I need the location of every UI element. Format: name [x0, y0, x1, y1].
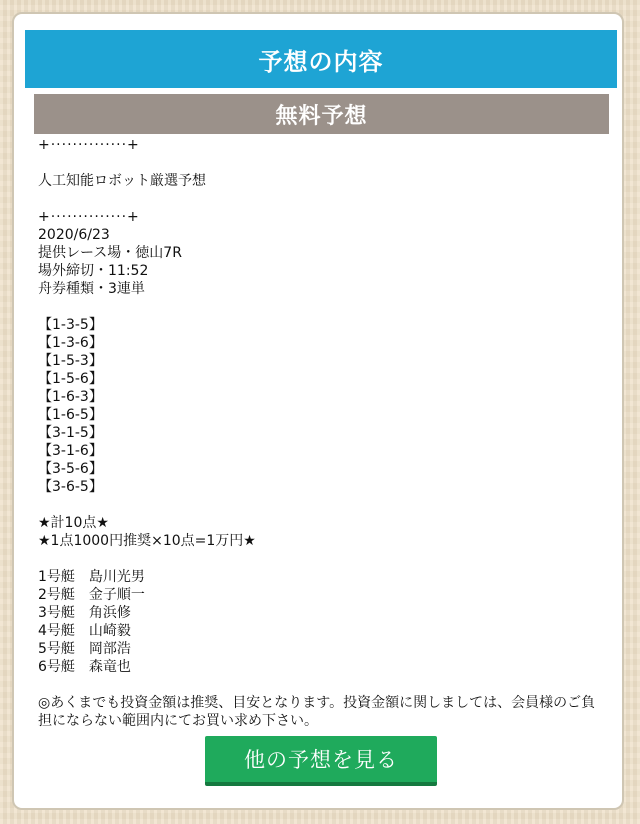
page-title: 予想の内容 [25, 30, 617, 88]
combination-item: 【1-6-5】 [38, 407, 103, 423]
spacer [38, 550, 606, 568]
boat-entry: 3号艇 角浜修 [38, 605, 131, 621]
section-title: 無料予想 [34, 94, 609, 134]
view-other-predictions-button[interactable]: 他の予想を見る [205, 736, 437, 786]
prediction-headline: 人工知能ロボット厳選予想 [38, 173, 206, 189]
investment-notice: ◎あくまでも投資金額は推奨、目安となります。投資金額に関しましては、会員様のご負担にならない範囲内にてお買い求め下さい。 [38, 695, 596, 729]
divider-top: +··············+ [38, 137, 140, 153]
divider-bottom: +··············+ [38, 209, 140, 225]
combination-item: 【3-1-6】 [38, 443, 103, 459]
combination-item: 【3-6-5】 [38, 479, 103, 495]
combination-item: 【3-5-6】 [38, 461, 103, 477]
boat-entry: 6号艇 森竜也 [38, 659, 131, 675]
boat-entry: 1号艇 島川光男 [38, 569, 145, 585]
combination-item: 【3-1-5】 [38, 425, 103, 441]
boat-entry: 2号艇 金子順一 [38, 587, 145, 603]
spacer [38, 496, 606, 514]
prediction-card [12, 12, 624, 810]
boat-list [38, 568, 606, 676]
boat-entry: 5号艇 岡部浩 [38, 641, 131, 657]
race-venue: 提供レース場・徳山7R [38, 245, 182, 261]
boat-entry: 4号艇 山崎毅 [38, 623, 131, 639]
bet-recommendation: ★1点1000円推奨×10点=1万円★ [38, 533, 256, 549]
bet-type: 舟券種類・3連単 [38, 281, 145, 297]
combination-item: 【1-5-6】 [38, 371, 103, 387]
total-points: ★計10点★ [38, 515, 109, 531]
combination-item: 【1-6-3】 [38, 389, 103, 405]
spacer [38, 298, 606, 316]
prediction-content [38, 136, 606, 730]
race-date: 2020/6/23 [38, 227, 110, 243]
combination-item: 【1-3-6】 [38, 335, 103, 351]
spacer [38, 676, 606, 694]
combination-item: 【1-5-3】 [38, 353, 103, 369]
race-deadline: 場外締切・11:52 [38, 263, 149, 279]
spacer [38, 154, 606, 172]
combination-list [38, 316, 606, 496]
spacer [38, 190, 606, 208]
combination-item: 【1-3-5】 [38, 317, 103, 333]
